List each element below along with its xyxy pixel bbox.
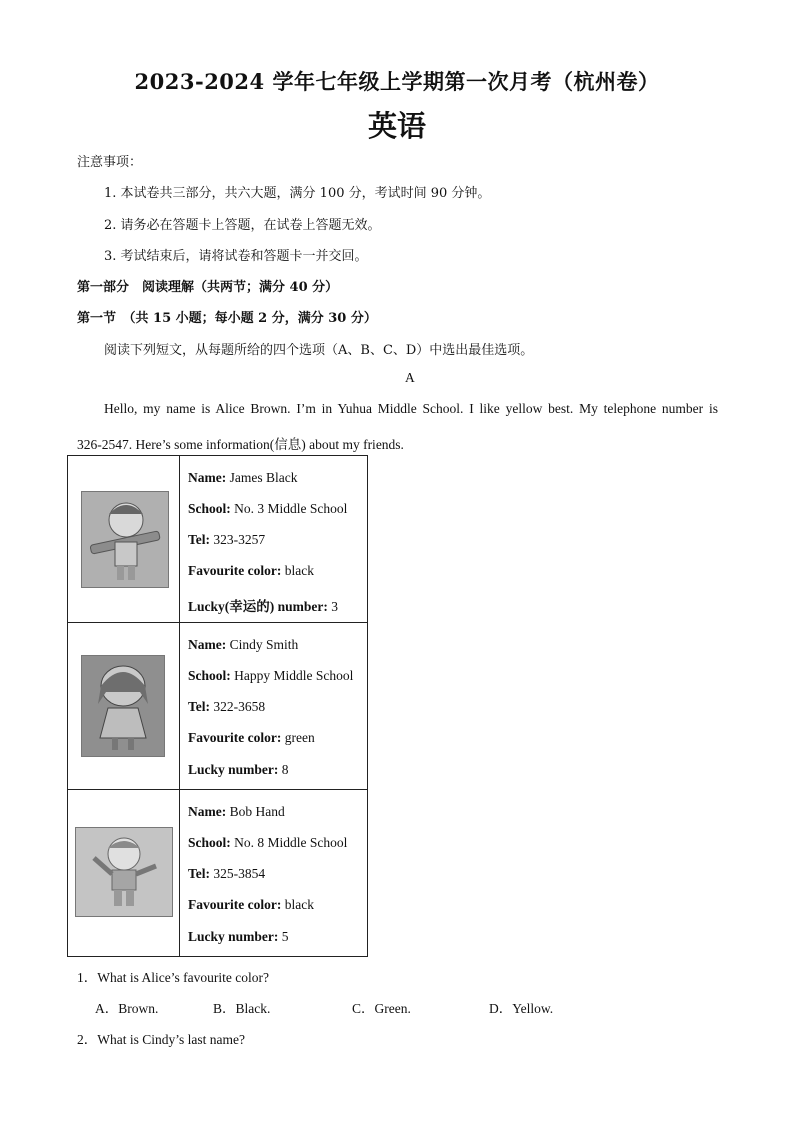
friend-name: Cindy Smith [229, 637, 299, 652]
subject-title: 英语 [367, 109, 426, 143]
friend-name: James Black [229, 470, 298, 485]
friend-info-cindy [180, 623, 368, 790]
option-a: A．Brown. [95, 1001, 159, 1016]
passage-line-2: 326-2547. Here’s some information(信息) about my friends. [77, 437, 404, 452]
part1-heading: 第一部分 阅读理解（共两节；满分 40 分） [77, 280, 339, 295]
lucky-label: Lucky number: [188, 929, 279, 944]
passage-label: A [405, 370, 415, 385]
friend-lucky: 5 [281, 929, 289, 944]
friends-table [67, 455, 368, 957]
friend-tel: 322-3658 [213, 699, 266, 714]
note-item: 2. 请务必在答题卡上答题，在试卷上答题无效。 [104, 218, 381, 233]
table-row [68, 790, 368, 957]
friend-color: black [284, 897, 314, 912]
color-label: Favourite color: [188, 897, 282, 912]
friend-lucky: 3 [331, 599, 339, 614]
school-label: School: [188, 835, 231, 850]
photo-cell [68, 456, 180, 623]
friend-info-james [180, 456, 368, 623]
section1-heading: 第一节 （共 15 小题；每小题 2 分，满分 30 分） [77, 311, 377, 326]
table-row [68, 623, 368, 790]
question-1: 1．What is Alice’s favourite color? [77, 970, 269, 985]
tel-label: Tel: [188, 866, 211, 881]
friend-lucky: 8 [281, 762, 289, 777]
question-2: 2．What is Cindy’s last name? [77, 1032, 245, 1047]
color-label: Favourite color: [188, 563, 282, 578]
friend-tel: 325-3854 [213, 866, 266, 881]
note-item: 3. 考试结束后，请将试卷和答题卡一并交回。 [104, 249, 368, 264]
photo-cell [68, 790, 180, 957]
passage-line-1: Hello, my name is Alice Brown. I’m in Yuhua Middle School. I like yellow best. My telephone number is [104, 401, 718, 416]
table-row [68, 456, 368, 623]
friend-color: black [284, 563, 314, 578]
friend-name: Bob Hand [229, 804, 285, 819]
friend-color: green [284, 730, 315, 745]
tel-label: Tel: [188, 532, 211, 547]
option-b: B．Black. [213, 1001, 271, 1016]
friend-tel: 323-3257 [213, 532, 266, 547]
school-label: School: [188, 501, 231, 516]
instruction: 阅读下列短文，从每题所给的四个选项（A、B、C、D）中选出最佳选项。 [104, 343, 534, 358]
friend-school: Happy Middle School [234, 668, 354, 683]
exam-title: 2023-2024 学年七年级上学期第一次月考（杭州卷） [134, 69, 660, 94]
girl-photo [81, 655, 165, 757]
notes-heading: 注意事项： [77, 155, 143, 170]
boy-photo [81, 491, 169, 588]
friend-school: No. 3 Middle School [234, 501, 348, 516]
name-label: Name: [188, 804, 227, 819]
tel-label: Tel: [188, 699, 211, 714]
option-c: C．Green. [352, 1001, 411, 1016]
lucky-label: Lucky(幸运的) number: [188, 599, 328, 614]
name-label: Name: [188, 637, 227, 652]
friend-info-bob [180, 790, 368, 957]
school-label: School: [188, 668, 231, 683]
photo-cell [68, 623, 180, 790]
friend-school: No. 8 Middle School [234, 835, 348, 850]
name-label: Name: [188, 470, 227, 485]
note-item: 1. 本试卷共三部分，共六大题，满分 100 分，考试时间 90 分钟。 [104, 186, 491, 201]
bob-photo [75, 827, 173, 917]
color-label: Favourite color: [188, 730, 282, 745]
lucky-label: Lucky number: [188, 762, 279, 777]
option-d: D．Yellow. [489, 1001, 554, 1016]
